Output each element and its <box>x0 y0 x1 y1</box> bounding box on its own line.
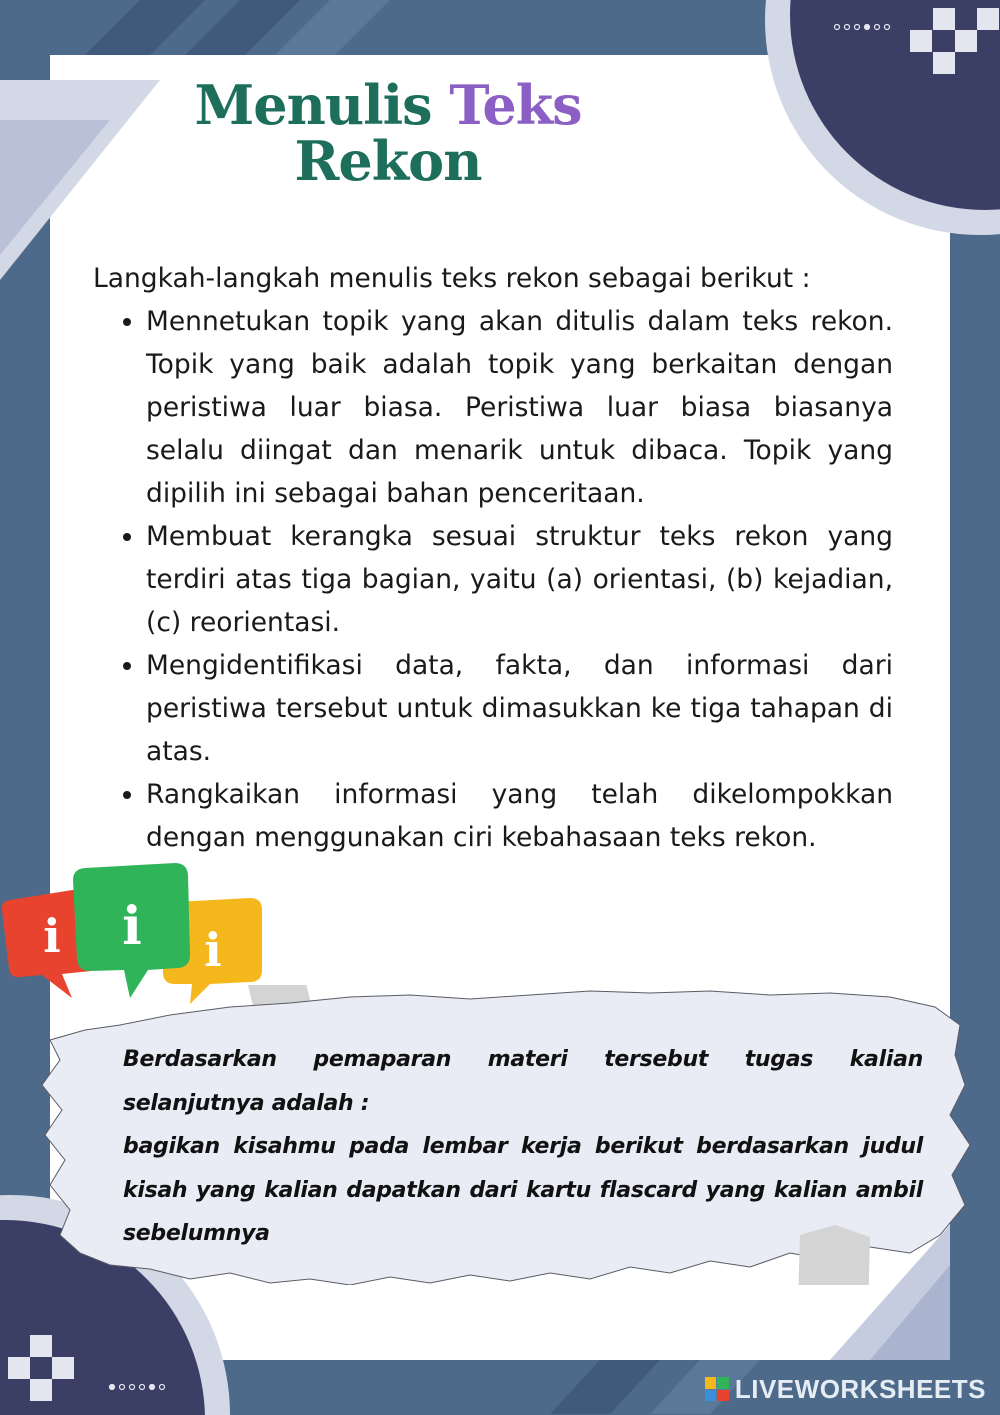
liveworksheets-logo-icon <box>705 1377 729 1401</box>
task-body: bagikan kisahmu pada lembar kerja berikut berdasarkan judul kisah yang kalian dapatkan dari kartu flascard yang kalian ambil sebelumnya <box>123 1134 923 1246</box>
step-item: • Mennetukan topik yang akan ditulis dalam teks rekon. Topik yang baik adalah topik yang berkaitan dengan peristiwa luar biasa. Peristiwa luar biasa biasanya selalu diingat dan menarik untuk dibaca. Topik yang dipilih ini sebagai bahan penceritaan. <box>146 300 893 515</box>
corner-decoration-top-right <box>755 0 1000 245</box>
title-main: Menulis <box>194 73 432 137</box>
page-title <box>168 73 608 193</box>
steps-list <box>93 300 893 859</box>
steps-intro: Langkah-langkah menulis teks rekon sebagai berikut : <box>93 263 811 294</box>
brand-name: LIVEWORKSHEETS <box>734 1373 986 1404</box>
step-item: • Rangkaikan informasi yang telah dikelompokkan dengan menggunakan ciri kebahasaan teks rekon. <box>146 773 893 859</box>
task-intro: Berdasarkan pemaparan materi tersebut tugas kalian selanjutnya adalah : <box>123 1047 923 1116</box>
info-speech-bubbles <box>0 860 270 1010</box>
step-item: • Mengidentifikasi data, fakta, dan informasi dari peristiwa tersebut untuk dimasukkan ke tiga tahapan di atas. <box>146 644 893 773</box>
decorative-dots <box>105 1380 175 1394</box>
svg-text:i: i <box>43 909 61 963</box>
title-accent: Teks <box>449 73 582 137</box>
liveworksheets-watermark <box>705 1372 986 1406</box>
svg-text:i: i <box>122 896 142 957</box>
title-second-line: Rekon <box>294 129 482 193</box>
steps-content <box>93 257 893 859</box>
task-instructions <box>123 1038 923 1256</box>
step-item: • Membuat kerangka sesuai struktur teks rekon yang terdiri atas tiga bagian, yaitu (a) orientasi, (b) kejadian, (c) reorientasi. <box>146 515 893 644</box>
svg-text:i: i <box>204 923 222 977</box>
